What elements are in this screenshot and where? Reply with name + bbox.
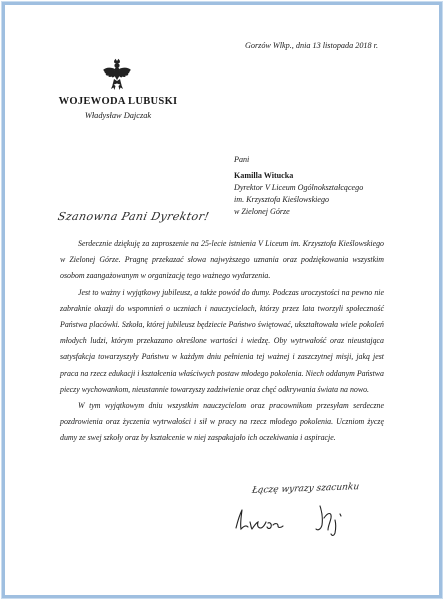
office-holder-name: Władysław Dajczak [84,111,152,120]
polish-eagle-emblem-icon [102,58,132,92]
recipient-line-1: Dyrektor V Liceum Ogólnokształcącego [234,183,364,192]
office-title: WOJEWODA LUBUSKI [58,96,178,107]
sender-block [38,96,198,120]
recipient-name: Kamilla Witucka [234,171,294,180]
paragraph: W tym wyjątkowym dniu wszystkim nauczycielom oraz pracownikom przesyłam serdeczne pozdrowienia oraz życzenia wytrwałości i sił w pracy na rzecz młodego pokolenia. Uczniom życzę dumy ze swej szkoły oraz by kształcenie w niej zaspakajało ich oczekiwania i aspiracje. [60,401,384,443]
recipient-address [234,154,363,218]
handwritten-signoff: Łączę wyrazy szacunku [251,482,360,496]
handwritten-signature [232,498,362,538]
paragraph: Serdecznie dziękuję za zaproszenie na 25-lecie istnienia V Liceum im. Krzysztofa Kieślowskiego w Zielonej Górze. Pragnę przekazać słowa najwyższego uznania oraz podziękowania wszystkim osobom zaangażowanym w organizację tego ważnego wydarzenia. [60,239,384,281]
recipient-line-3: w Zielonej Górze [234,207,290,216]
handwritten-salutation: Szanowna Pani Dyrektor! [56,210,211,223]
letter-body [60,236,384,447]
paragraph: Jest to ważny i wyjątkowy jubileusz, a także powód do dumy. Podczas uroczystości na pewno nie zabraknie okazji do wspomnień o uczniach i nauczycielach, którzy przez lata tworzyli społeczność Państwa placówki. Szkoła, której jubileusz będziecie Państwo świętować, ukształtowała wiele pokoleń młodych ludzi, którym przekazano określone wartości i wiedzę. Oby wytrwałość oraz nieustająca satysfakcja towarzyszyły Państwu w każdym dniu pełnienia tej ważnej i zaszczytnej misji, jaką jest praca na rzecz edukacji i kształcenia właściwych postaw młodego pokolenia. Niech oddanym Państwa pieczy wychowankom, nieustannie towarzyszy zadziwienie oraz chęć odkrywania świata na nowo. [60,287,384,394]
letter-date: Gorzów Wlkp., dnia 13 listopada 2018 r. [244,41,378,50]
recipient-line-2: im. Krzysztofa Kieślowskiego [234,195,330,204]
recipient-greeting: Pani [234,155,250,164]
